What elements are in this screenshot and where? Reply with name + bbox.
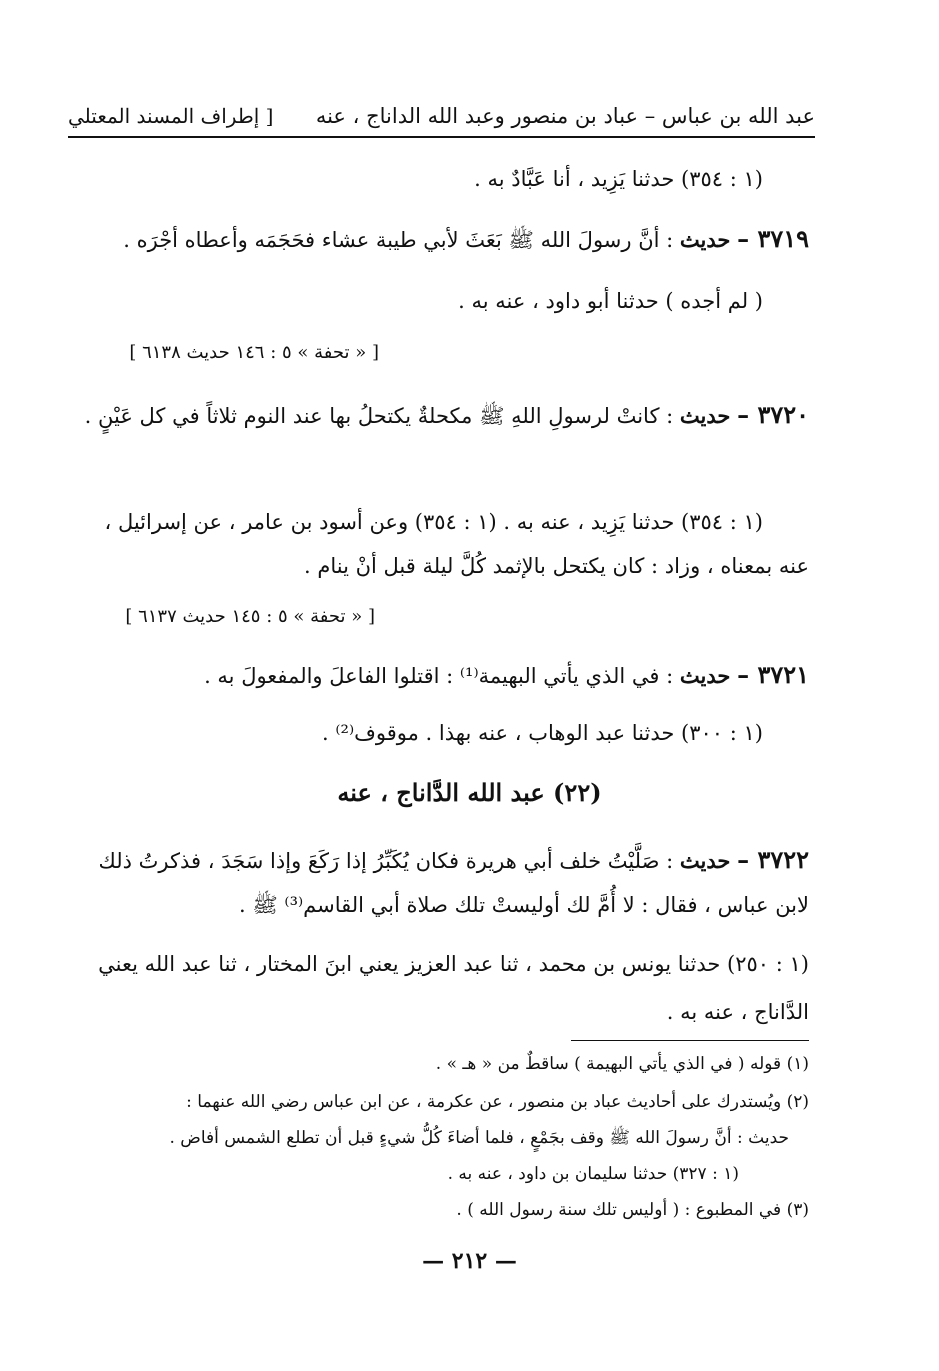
footnote-1: (١) قوله ( في الذي يأتي البهيمة ) ساقطٌ من « هـ » . xyxy=(435,1054,809,1074)
footnote-2-source: (١ : ٣٢٧) حدثنا سليمان بن داود ، عنه به . xyxy=(447,1164,739,1184)
hadith-source xyxy=(68,500,809,588)
tuhfa-reference: [ « تحفة » ٥ : ١٤٥ حديث ٦١٣٧ ] xyxy=(125,606,375,627)
page-number: — ٢١٢ — xyxy=(422,1248,517,1274)
hadith-keyword: حديث xyxy=(679,663,731,688)
footnote-2: (٢) ويُستدرك على أحاديث عباد بن منصور ، عن عكرمة ، عن ابن عباس رضي الله عنهما : xyxy=(186,1092,809,1112)
header-title: عبد الله بن عباس – عباد بن منصور وعبد الله الداناج ، عنه xyxy=(315,104,815,128)
hadith-text: : أنَّ رسولَ الله ﷺ بَعَثَ لأبي طيبة عشاء فحَجَمَه وأعطاه أجْرَه . xyxy=(123,228,674,252)
header-book-title: [ إطراف المسند المعتلي xyxy=(68,104,274,128)
hadith-source: (١ : ٣٠٠) حدثنا عبد الوهاب ، عنه بهذا . موقوف⁽²⁾ . xyxy=(322,721,763,745)
hadith-3722 xyxy=(68,838,809,927)
hadith-keyword: حديث xyxy=(679,403,731,428)
hadith-text: : في الذي يأتي البهيمة⁽¹⁾ : اقتلوا الفاعلَ والمفعولَ به . xyxy=(204,664,674,688)
hadith-number: ٣٧٢١ – xyxy=(737,660,809,689)
hadith-number: ٣٧٢٢ – xyxy=(737,845,809,874)
footnote-divider xyxy=(571,1040,809,1041)
hadith-source: ( لم أجده ) حدثنا أبو داود ، عنه به . xyxy=(458,289,763,313)
running-header xyxy=(68,96,815,138)
hadith-keyword: حديث xyxy=(679,227,731,252)
hadith-3719 xyxy=(68,220,809,259)
source-line: (١ : ٣٥٤) حدثنا يَزِيد ، أنا عَبَّادٌ به . xyxy=(474,167,763,191)
hadith-number: ٣٧١٩ – xyxy=(737,224,809,253)
hadith-3721 xyxy=(68,656,809,695)
footnote-2-hadith: حديث : أنَّ رسولَ الله ﷺ وقف بجَمْعٍ ، فلما أضاءَ كُلُّ شيءٍ قبل أن تطلع الشمس أفاض . xyxy=(169,1128,789,1148)
hadith-keyword: حديث xyxy=(679,848,731,873)
hadith-source: (١ : ٢٥٠) حدثنا يونس بن محمد ، ثنا عبد العزيز يعني ابنَ المختار ، ثنا عبد الله يعني الدَّاناج ، عنه به . xyxy=(98,952,809,1024)
hadith-3720 xyxy=(68,396,809,435)
hadith-text: : كانتْ لرسولِ اللهِ ﷺ مكحلةٌ يكتحلُ بها عند النوم ثلاثاً في كل عَيْنٍ . xyxy=(84,404,674,428)
hadith-text: : صَلَّيْتُ خلف أبي هريرة فكان يُكَبِّرُ إذا رَكَعَ وإذا سَجَدَ ، فذكرتُ ذلك لابن عباس ، فقال : لا أُمَّ لك أوليستْ تلك صلاة أبي القاسم⁽³⁾ ﷺ . xyxy=(98,849,809,917)
hadith-number: ٣٧٢٠ – xyxy=(737,400,809,429)
hadith-source-text: (١ : ٣٥٤) حدثنا يَزِيد ، عنه به . (١ : ٣٥٤) وعن أسود بن عامر ، عن إسرائيل ، عنه بمعناه ، وزاد : كان يكتحل بالإثمد كُلَّ ليلة قبل أنْ ينام . xyxy=(104,510,809,578)
section-heading: (٢٢) عبد الله الدَّاناج ، عنه xyxy=(337,778,602,807)
tuhfa-reference: [ « تحفة » ٥ : ١٤٦ حديث ٦١٣٨ ] xyxy=(129,342,379,363)
footnote-3: (٣) في المطبوع : ( أوليس تلك سنة رسول الله ) . xyxy=(456,1200,809,1220)
